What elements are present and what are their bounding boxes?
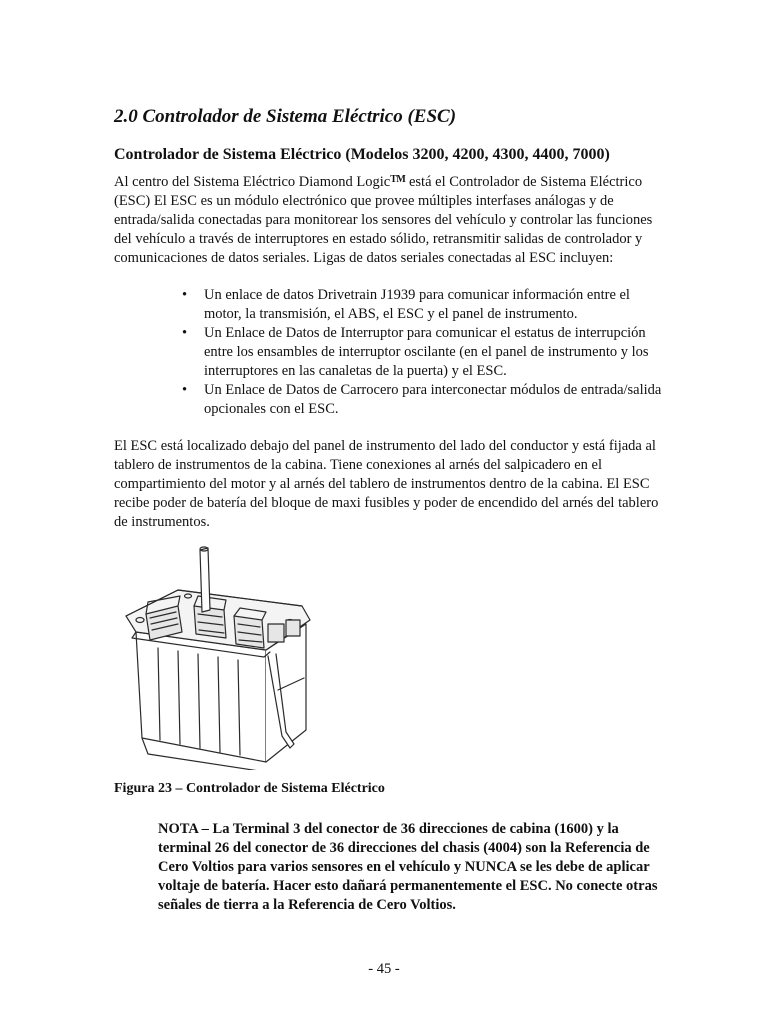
bullet-icon: • <box>182 287 188 303</box>
page-number: - 45 - <box>368 961 400 977</box>
intro-text-rest: está el Controlador de Sistema Eléctrico (ESC) El ESC es un módulo electrónico que provee múltiples interfases análogas y de entrada/salida conectadas para monitorear los sensores del vehículo y controlar las funciones del vehículo a través de interruptores en estado sólido, retransmitir salidas de controlador y comunicaciones de datos seriales. Ligas de datos seriales conectadas al ESC incluyen: <box>114 174 653 266</box>
trademark-mark: TM <box>390 174 406 185</box>
intro-paragraph <box>114 170 662 268</box>
section-title: 2.0 Controlador de Sistema Eléctrico (ESC) <box>114 106 457 127</box>
list-item-text: Un Enlace de Datos de Carrocero para interconectar módulos de entrada/salida opcionales con el ESC. <box>204 382 662 417</box>
list-item-text: Un enlace de datos Drivetrain J1939 para comunicar información entre el motor, la transmisión, el ABS, el ESC y el panel de instrumento. <box>204 287 630 322</box>
esc-module-illustration <box>118 540 328 770</box>
list-item <box>182 324 664 381</box>
intro-text-start: Al centro del Sistema Eléctrico Diamond Logic <box>114 174 391 190</box>
location-paragraph: El ESC está localizado debajo del panel de instrumento del lado del conductor y está fijada al tablero de instrumentos de la cabina. Tiene conexiones al arnés del salpicadero en el compartimiento del motor y al arnés del tablero de instrumentos dentro de la cabina. El ESC recibe poder de batería del bloque de maxi fusibles y poder de encendido del arnés del tablero de instrumentos. <box>114 438 659 530</box>
list-item <box>182 381 664 419</box>
list-item <box>182 286 664 324</box>
data-link-list <box>182 286 664 419</box>
bullet-icon: • <box>182 382 188 398</box>
warning-note: NOTA – La Terminal 3 del conector de 36 direcciones de cabina (1600) y la terminal 26 del conector de 36 direcciones del chasis (4004) son la Referencia de Cero Voltios para varios sensores en el vehículo y NUNCA se les debe de aplicar voltaje de batería. Hacer esto dañará permanentemente el ESC. No conecte otras señales de tierra a la Referencia de Cero Voltios. <box>158 821 658 913</box>
bullet-icon: • <box>182 325 188 341</box>
figure-caption: Figura 23 – Controlador de Sistema Eléctrico <box>114 781 385 796</box>
list-item-text: Un Enlace de Datos de Interruptor para comunicar el estatus de interrupción entre los ensambles de interruptor oscilante (en el panel de instrumento y los interruptores en las canaletas de la puerta) y el ESC. <box>204 325 649 379</box>
subheading: Controlador de Sistema Eléctrico (Modelos 3200, 4200, 4300, 4400, 7000) <box>114 146 610 163</box>
